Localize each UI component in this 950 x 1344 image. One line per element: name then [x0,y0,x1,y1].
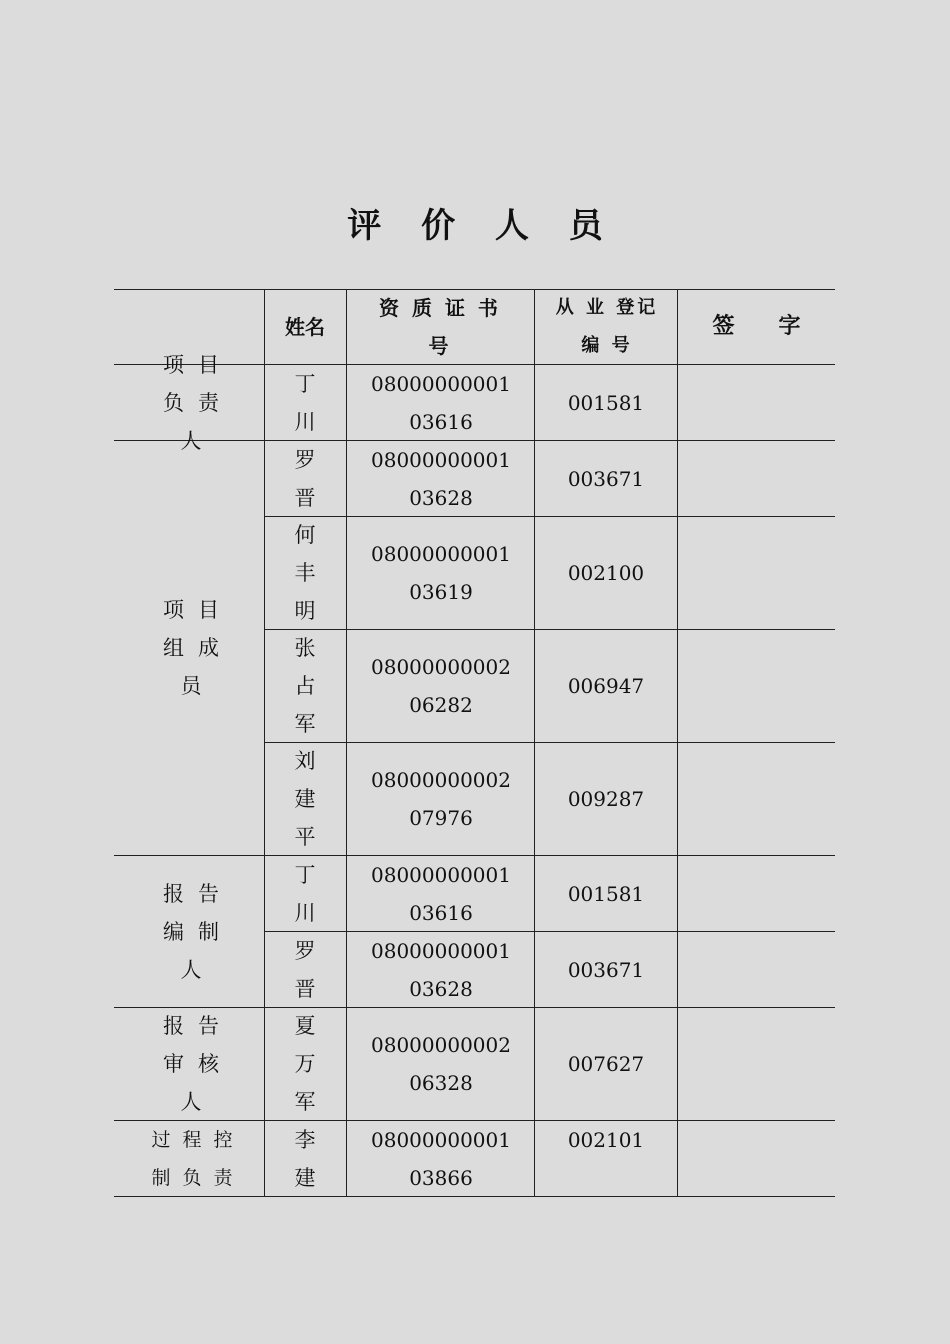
reg-number: 002100 [567,561,645,585]
person-name: 夏万军 [294,1014,316,1114]
role-label: 报告编制人 [163,881,233,982]
column-divider [264,289,265,1197]
role-cell [136,441,246,855]
cert-number: 0800000000103628 [371,447,511,510]
role-label: 报告审核人 [163,1014,233,1114]
reg-number: 001581 [567,390,645,415]
sign-cell [678,1121,835,1196]
cert-number: 0800000000103619 [371,542,511,604]
cert-number: 0800000000103628 [371,938,511,1001]
name-cell [285,856,325,931]
person-name: 何丰明 [294,523,316,623]
cert-number: 0800000000103616 [371,862,511,925]
reg-cell [535,365,677,440]
name-cell [285,441,325,516]
reg-cell [535,856,677,931]
header-reg-cell [552,289,662,365]
header-cert-cell [370,289,510,365]
name-cell [285,743,325,855]
cert-number: 0800000000206282 [371,655,511,717]
header-reg: 从 业 登记 编 号 [555,297,659,356]
name-cell [285,1008,325,1120]
cert-cell [366,517,516,629]
role-cell [136,352,246,453]
reg-number: 007627 [567,1052,645,1076]
role-cell [136,1121,246,1196]
sign-cell [678,1008,835,1120]
name-cell [285,630,325,742]
personnel-table [114,289,835,1197]
role-label: 项目组成员 [163,598,233,698]
reg-number: 003671 [567,466,645,491]
sign-cell [678,630,835,742]
reg-number: 009287 [567,787,645,811]
cert-cell [366,365,516,440]
header-name: 姓名 [285,315,325,339]
reg-cell [535,1008,677,1120]
header-sign: 签 字 [712,314,801,339]
cert-number: 0800000000206328 [371,1033,511,1095]
column-divider [346,289,347,1197]
cert-cell [366,441,516,516]
person-name: 丁川 [294,862,316,925]
sign-cell [678,743,835,855]
reg-cell [535,441,677,516]
person-name: 罗晋 [294,938,316,1001]
person-name: 刘建平 [294,749,316,849]
reg-cell [535,517,677,629]
cert-cell [366,856,516,931]
sign-cell [678,856,835,931]
name-cell [285,932,325,1007]
name-cell [285,1121,325,1196]
cert-cell [366,1008,516,1120]
name-cell [285,517,325,629]
sign-cell [678,441,835,516]
reg-number: 002101 [567,1128,645,1152]
reg-cell [535,932,677,1007]
reg-cell [535,743,677,855]
reg-number: 001581 [567,881,645,906]
header-cert: 资 质 证 书号 [379,296,501,358]
role-cell [136,1008,246,1120]
cert-number: 0800000000103866 [371,1127,511,1190]
sign-cell [678,517,835,629]
sign-cell [678,932,835,1007]
cert-cell [366,630,516,742]
cert-number: 0800000000207976 [371,768,511,830]
reg-cell [535,1121,677,1196]
role-cell [136,856,246,1007]
person-name: 丁川 [294,371,316,434]
header-sign-cell [678,289,835,365]
cert-cell [366,1121,516,1196]
role-label: 项目负责人 [163,352,233,453]
reg-number: 003671 [567,957,645,982]
sign-cell [678,365,835,440]
reg-cell [535,630,677,742]
person-name: 张占军 [294,636,316,736]
header-name-cell [285,289,325,365]
name-cell [285,365,325,440]
person-name: 罗晋 [294,447,316,510]
cert-cell [366,743,516,855]
reg-number: 006947 [567,674,645,698]
cert-cell [366,932,516,1007]
person-name: 李建 [294,1127,316,1190]
page-title: 评 价 人 员 [347,206,617,246]
cert-number: 0800000000103616 [371,371,511,434]
role-label: 过程控制负责 [151,1128,245,1189]
